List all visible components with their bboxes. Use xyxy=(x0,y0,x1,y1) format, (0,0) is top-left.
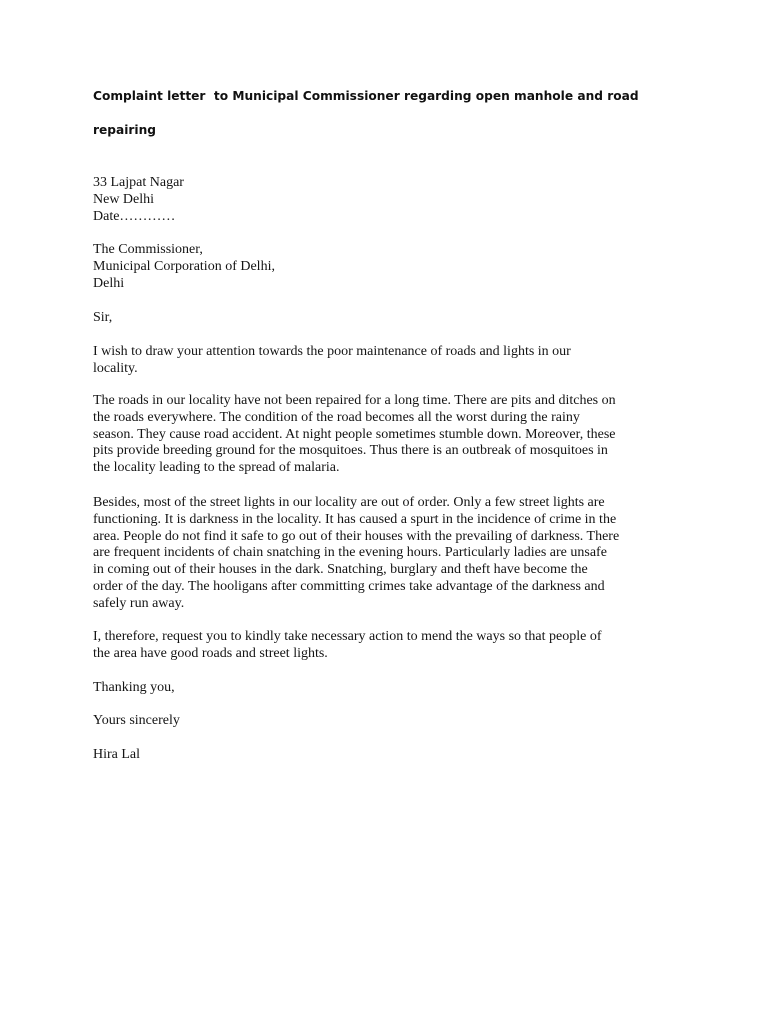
recipient-organization-line: Municipal Corporation of Delhi, xyxy=(93,258,275,274)
recipient-address xyxy=(93,242,275,292)
paragraph-4 xyxy=(93,629,602,663)
sender-city-line: New Delhi xyxy=(93,191,155,207)
salutation-text: Sir, xyxy=(93,310,113,325)
letter-title-line-2: repairing xyxy=(93,123,156,137)
paragraph-line: pits provide breeding ground for the mosquitoes. Thus there is an outbreak of mosquitoes in xyxy=(93,443,608,459)
signature-name-text: Hira Lal xyxy=(93,747,141,762)
paragraph-line: I, therefore, request you to kindly take necessary action to mend the ways so that people of xyxy=(93,629,602,644)
paragraph-3 xyxy=(93,495,619,613)
date-line: Date………… xyxy=(93,208,176,224)
recipient-title-line: The Commissioner, xyxy=(93,242,203,257)
paragraph-line: area. People do not find it safe to go out of their houses with the prevailing of darkness. There xyxy=(93,528,620,544)
signature-name xyxy=(93,747,140,764)
paragraph-1 xyxy=(93,344,571,378)
paragraph-line: safely run away. xyxy=(93,595,185,611)
paragraph-line: are frequent incidents of chain snatching in the evening hours. Particularly ladies are unsafe xyxy=(93,545,607,561)
closing-text: Thanking you, xyxy=(93,680,175,695)
paragraph-line: the area have good roads and street lights. xyxy=(93,645,328,661)
paragraph-line: locality. xyxy=(93,360,138,376)
sign-off xyxy=(93,713,180,730)
paragraph-line: I wish to draw your attention towards the poor maintenance of roads and lights in our xyxy=(93,344,571,359)
sender-address-line: 33 Lajpat Nagar xyxy=(93,175,184,190)
paragraph-line: order of the day. The hooligans after committing crimes take advantage of the darkness and xyxy=(93,578,605,594)
letter-title-line-1: Complaint letter to Municipal Commissioner regarding open manhole and road xyxy=(93,89,639,103)
paragraph-line: season. They cause road accident. At night people sometimes stumble down. Moreover, these xyxy=(93,426,616,442)
paragraph-line: the locality leading to the spread of malaria. xyxy=(93,460,340,476)
paragraph-line: the roads everywhere. The condition of the road becomes all the worst during the rainy xyxy=(93,409,580,425)
paragraph-line: functioning. It is darkness in the locality. It has caused a spurt in the incidence of crime in the xyxy=(93,511,617,527)
paragraph-line: The roads in our locality have not been repaired for a long time. There are pits and ditches on xyxy=(93,393,616,408)
paragraph-2 xyxy=(93,393,616,477)
paragraph-line: Besides, most of the street lights in our locality are out of order. Only a few street lights are xyxy=(93,495,605,510)
paragraph-line: in coming out of their houses in the dark. Snatching, burglary and theft have become the xyxy=(93,562,588,578)
sign-off-text: Yours sincerely xyxy=(93,713,180,728)
recipient-city-line: Delhi xyxy=(93,275,125,291)
salutation xyxy=(93,310,112,327)
sender-address xyxy=(93,175,184,225)
closing xyxy=(93,680,175,697)
